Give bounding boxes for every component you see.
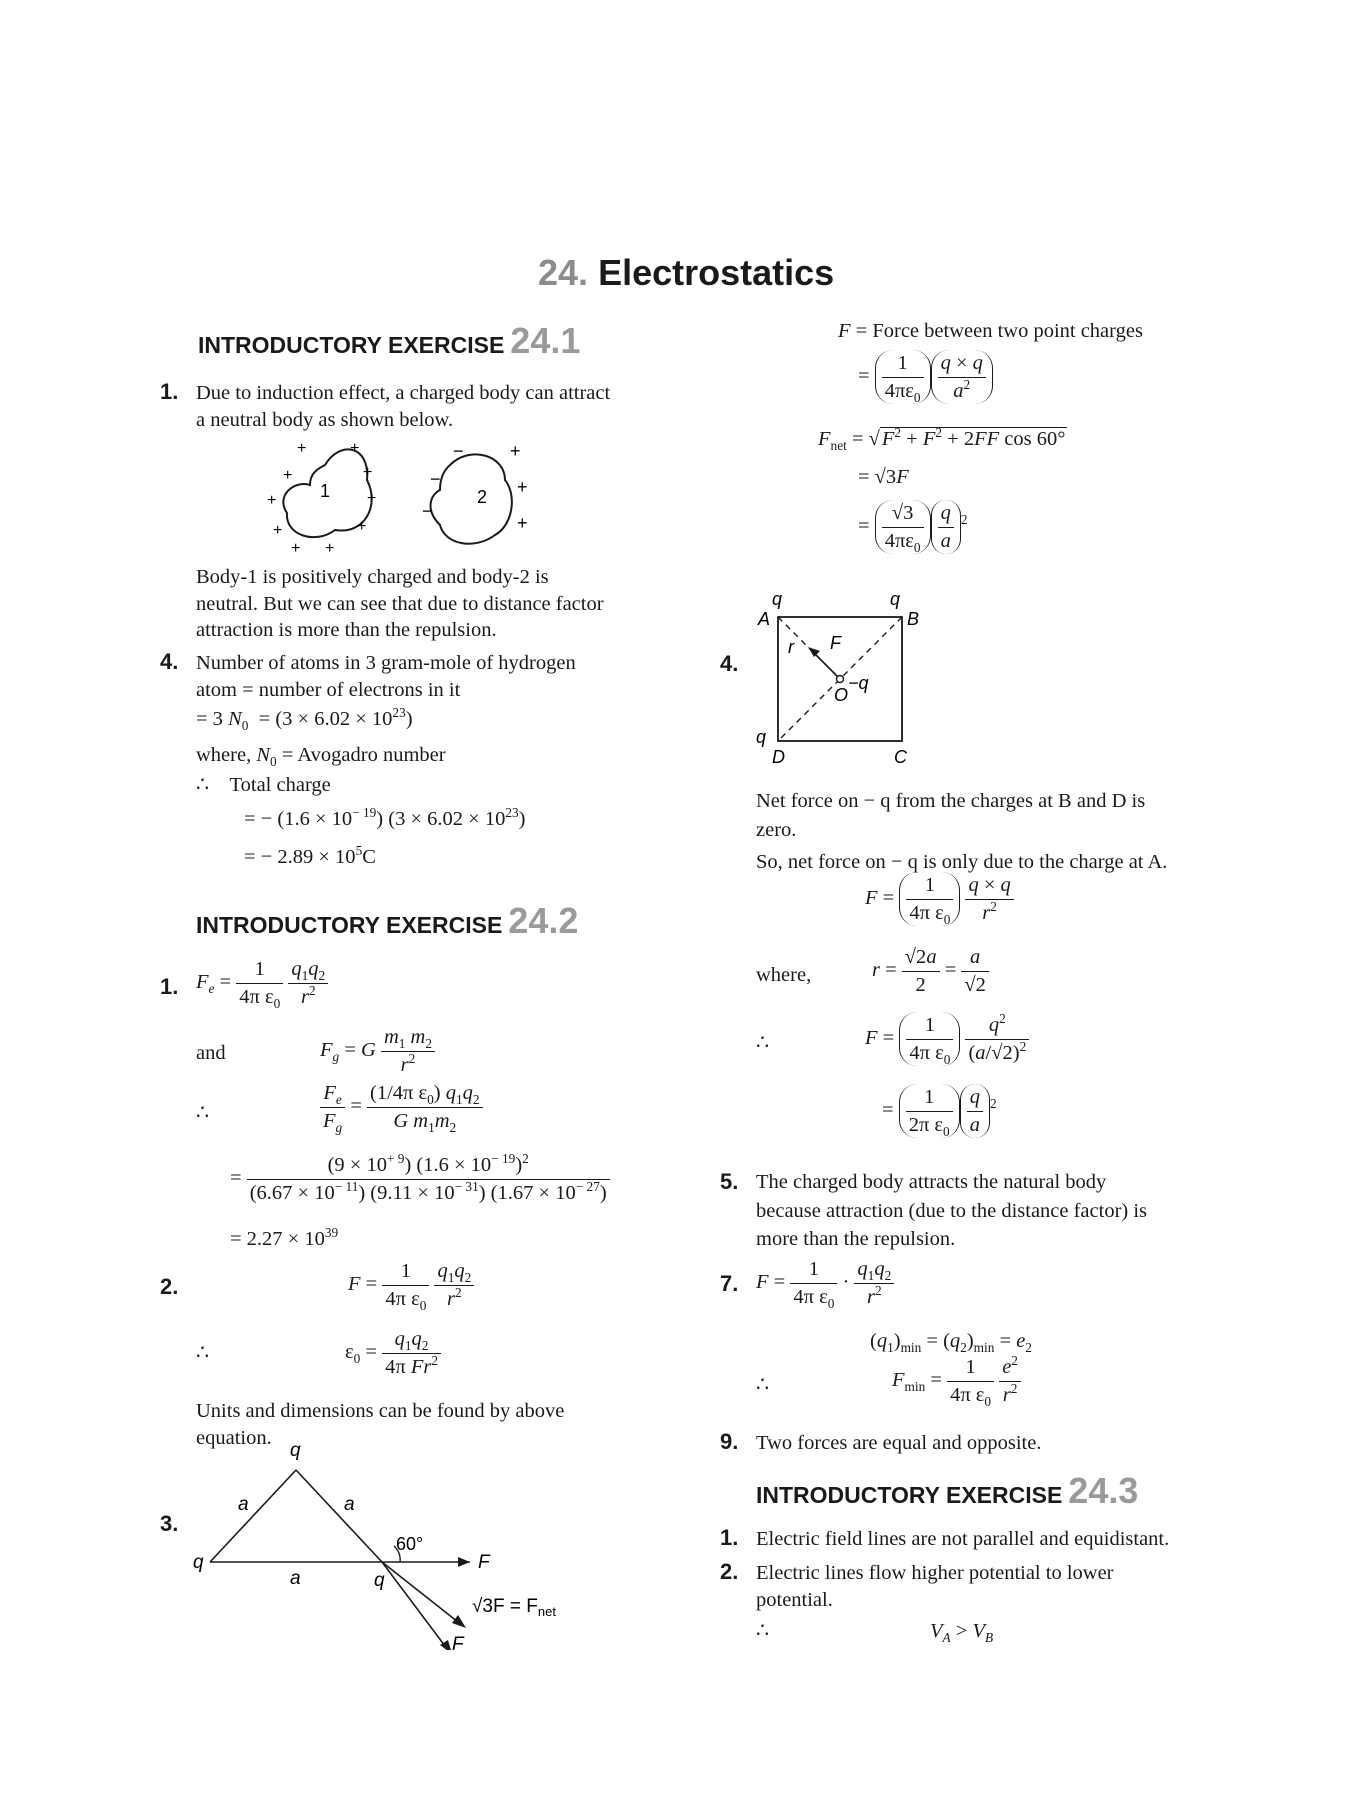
right-q7-number: 7. [720, 1271, 739, 1296]
svg-text:F: F [478, 1552, 490, 1573]
svg-text:q: q [290, 1440, 301, 1461]
right-q4-where: where, [756, 964, 812, 986]
exercise-heading-24-3: INTRODUCTORY EXERCISE 24.3 [756, 1470, 1139, 1511]
svg-text:a: a [238, 1494, 249, 1515]
body-2-outline [431, 454, 512, 543]
ex3-q2-number: 2. [720, 1559, 739, 1584]
body-1-label: 1 [320, 481, 331, 501]
svg-text:q: q [193, 1552, 204, 1573]
svg-text:D: D [772, 747, 785, 765]
ex1-q1-text: Due to induction effect, a charged body can attract a neutral body as shown below. [196, 382, 611, 431]
svg-text:C: C [894, 747, 907, 765]
svg-text:−: − [422, 501, 433, 521]
chapter-title: Electrostatics [598, 252, 835, 293]
ex3-q1-text: Electric field lines are not parallel and equidistant. [756, 1528, 1170, 1550]
ex3-q1-number: 1. [720, 1525, 739, 1550]
square-charge-figure [752, 585, 922, 765]
ex2-q1-therefore: ∴ [196, 1102, 210, 1124]
svg-text:+: + [297, 440, 307, 457]
right-q7-eq-f: F = $\frac{1}{4\pi \varepsilon_0}$ · $\frac{q_1q_2}{r^2}$ [756, 1256, 894, 1310]
ex2-q1-eq-result: = $2.27 \times 10^{39}$ [230, 1225, 339, 1250]
ex3-q2-therefore: ∴ [756, 1620, 770, 1642]
right-q4-number: 4. [720, 651, 739, 676]
ex2-q1-eq-fe: $F_e$ = $\frac{1}{4\pi \varepsilon_0}$ $\frac{q_1q_2}{r^2}$ [196, 956, 328, 1010]
svg-text:F: F [830, 633, 841, 653]
svg-text:+: + [367, 490, 377, 507]
svg-text:+: + [291, 540, 301, 557]
svg-text:a: a [344, 1494, 355, 1515]
body-2-label: 2 [477, 487, 488, 507]
svg-text:q: q [374, 1570, 385, 1591]
ex2-q2-therefore: ∴ [196, 1342, 210, 1364]
svg-text:+: + [350, 440, 360, 457]
ex2-q2-eq-eps: $\varepsilon_0$ = $\frac{q_1q_2}{4\pi Fr^2}$ [345, 1326, 441, 1380]
ex1-q4-eq1: = 3 $N_0 = (3 \times 6.02 \times 10^{23})$ [196, 705, 413, 734]
page-title [538, 250, 834, 297]
ex1-q4-eq3: = − $2.89 \times 10^5C$ [244, 843, 376, 868]
svg-text:O: O [834, 685, 849, 705]
ex2-q1-and: and [196, 1042, 226, 1064]
induction-figure [255, 435, 555, 565]
svg-text:+: + [273, 522, 283, 539]
ex2-q1-eq-value: = $\frac{(9 \times 10^{+ 9}) (1.6 \times 10^{- 19})^2}{(6.67 \times 10^{- 11}) (9.11 \times 10^{- 31}) (1.67 \times 10^{- 27})}$ [230, 1152, 610, 1206]
ex2-q1-eq-fg: $F_g = G$ $\frac{m_1 m_2}{r^2}$ [320, 1024, 435, 1078]
svg-text:q: q [890, 589, 901, 609]
right-q5-number: 5. [720, 1169, 739, 1194]
ex2-q2-number: 2. [160, 1274, 179, 1299]
ex2-q2-eq-f: F = $\frac{1}{4\pi \varepsilon_0}$ $\frac{q_1q_2}{r^2}$ [348, 1258, 474, 1312]
svg-text:a: a [290, 1568, 301, 1589]
svg-text:+: + [517, 513, 528, 533]
svg-text:−: − [430, 469, 441, 489]
svg-text:−q: −q [848, 673, 869, 693]
svg-text:−: − [453, 441, 464, 461]
ex3-q2-eq: $V_A > V_B$ [930, 1620, 994, 1646]
svg-text:q: q [772, 589, 783, 609]
svg-text:A: A [758, 609, 771, 629]
ex3-q2-text: Electric lines flow higher potential to lower potential. [756, 1562, 1114, 1611]
svg-text:+: + [267, 492, 277, 509]
svg-text:+: + [363, 464, 373, 481]
force-eq-1: = $\frac{1}{4\pi\varepsilon_0}$ $\frac{q \times q}{a^2}$ [858, 350, 993, 404]
svg-text:B: B [907, 609, 920, 629]
ex1-q4-number: 4. [160, 649, 179, 674]
svg-text:+: + [357, 518, 367, 535]
right-q4-eq-r: r = $\frac{√2a}{2}$ = $\frac{a}{√2}$ [872, 944, 989, 998]
right-q4-eq-f2: F = $\frac{1}{4\pi \varepsilon_0}$ $\frac{q^2}{(a/√2)^2}$ [865, 1012, 1029, 1066]
svg-text:√3F = Fnet: $√3F = F_{net}$ [472, 1596, 556, 1619]
right-q4-eq-f3: = $\frac{1}{2\pi \varepsilon_0}$ $\frac{q}{a}$ $^2$ [882, 1086, 997, 1139]
right-q7-eq-fmin: $F_{min}$ = $\frac{1}{4\pi \varepsilon_0}$ $\frac{e^2}{r^2}$ [892, 1354, 1021, 1408]
fnet-eq-3: = $\frac{√3}{4\pi\varepsilon_0}$ $\frac{q}{a}$ $^2$ [858, 502, 968, 555]
ex2-q2-text: Units and dimensions can be found by above equation. [196, 1400, 565, 1449]
ex2-q1-number: 1. [160, 974, 179, 999]
force-f-arrow [812, 651, 840, 679]
right-q5-text: The charged body attracts the natural body because attraction (due to the distance factor) is more than the repulsion. [756, 1171, 1148, 1251]
ex1-q4-text: Number of atoms in 3 gram-mole of hydrogen atom = number of electrons in it [196, 652, 576, 701]
svg-text:q: q [756, 727, 767, 747]
svg-text:F: F [452, 1634, 464, 1650]
ex1-q4-where: where, $N_0$ = Avogadro number [196, 744, 446, 770]
fnet-eq-2: = √3F [858, 466, 909, 488]
svg-text:r: r [788, 637, 794, 657]
right-q9-number: 9. [720, 1429, 739, 1454]
exercise-heading-24-1: INTRODUCTORY EXERCISE 24.1 [198, 320, 581, 361]
ex1-q1-number: 1. [160, 379, 179, 404]
right-q4-text: Net force on − q from the charges at B and D is zero. So, net force on − q is only due to the charge at A. [756, 790, 1168, 874]
exercise-heading-24-2: INTRODUCTORY EXERCISE 24.2 [196, 900, 579, 941]
right-q4-eq-f1: F = $\frac{1}{4\pi \varepsilon_0}$ $\frac{q \times q}{r^2}$ [865, 872, 1014, 926]
svg-text:+: + [510, 441, 521, 461]
right-q7-therefore: ∴ [756, 1374, 770, 1396]
ex1-q4-eq2: = − $(1.6 \times 10^{- 19})$ $(3 \times 6.02 \times 10^{23})$ [244, 805, 526, 830]
right-q4-therefore: ∴ [756, 1032, 770, 1054]
ex2-q1-eq-ratio: $\frac{F_e}{F_g}$ = $\frac{(1/4\pi \varepsilon_0) q_1q_2}{G m_1m_2}$ [320, 1080, 483, 1134]
ex2-q3-number: 3. [160, 1511, 179, 1536]
triangle-force-figure [190, 1440, 590, 1650]
ex1-q1-explanation: Body-1 is positively charged and body-2 is neutral. But we can see that due to distance factor attraction is more than the repulsion. [196, 566, 604, 642]
fnet-eq-1: $F_{net} = √F^2 + F^2 + 2FF$ cos 60° [818, 425, 1066, 454]
svg-text:60°: 60° [396, 1534, 424, 1554]
ex1-q4-total: ∴ Total charge [196, 774, 331, 796]
svg-text:+: + [517, 477, 528, 497]
chapter-number: 24. [538, 252, 589, 293]
force-definition: F = Force between two point charges [838, 320, 1143, 342]
right-q7-eq-qmin: $(q_1)_{min} = (q_2)_{min} = e_2$ [870, 1330, 1032, 1356]
svg-text:+: + [283, 467, 293, 484]
right-q9-text: Two forces are equal and opposite. [756, 1432, 1042, 1454]
svg-text:+: + [325, 540, 335, 557]
